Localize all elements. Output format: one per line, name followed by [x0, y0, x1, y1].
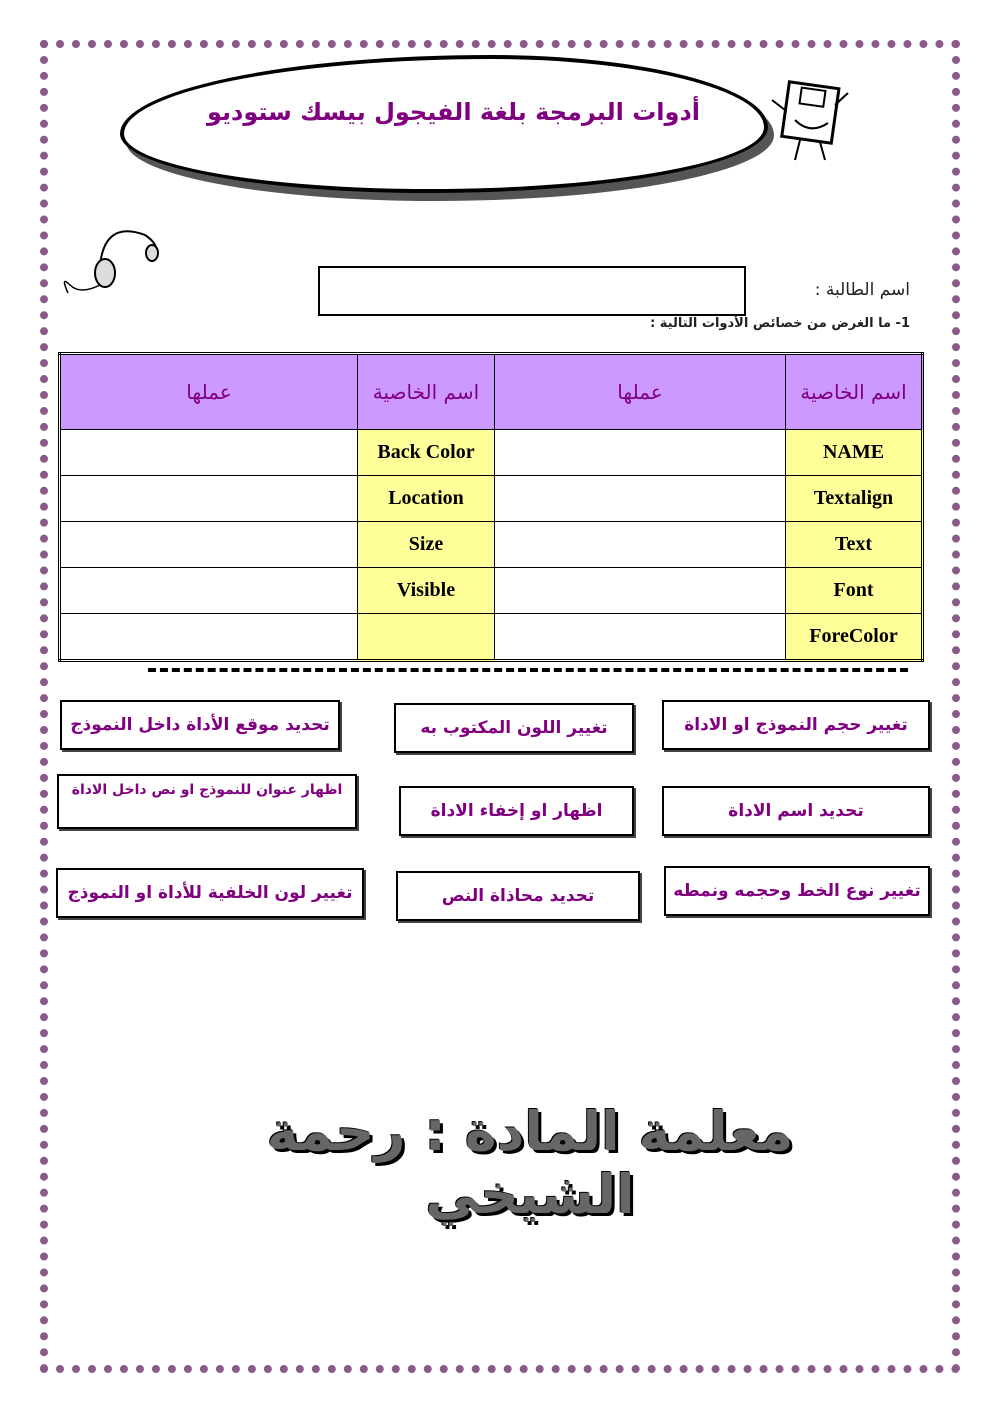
- answer-cell[interactable]: [60, 568, 358, 614]
- answer-cell[interactable]: [495, 476, 786, 522]
- headphones-icon: [60, 215, 160, 305]
- answer-cell[interactable]: [60, 522, 358, 568]
- answer-card[interactable]: تحديد اسم الاداة: [662, 786, 930, 836]
- header-property-left: اسم الخاصية: [358, 354, 495, 430]
- table-row: [60, 430, 923, 476]
- answer-cell[interactable]: [495, 568, 786, 614]
- answer-card[interactable]: تغيير لون الخلفية للأداة او النموذج: [56, 868, 364, 918]
- answer-cell[interactable]: [60, 614, 358, 661]
- answer-cell[interactable]: [495, 430, 786, 476]
- property-cell: Font: [786, 568, 923, 614]
- answer-card[interactable]: تغيير نوع الخط وحجمه ونمطه: [664, 866, 930, 916]
- answer-card[interactable]: اظهار او إخفاء الاداة: [399, 786, 634, 836]
- property-cell: Visible: [358, 568, 495, 614]
- table-header-row: [60, 354, 923, 430]
- teacher-name: معلمة المادة : رحمة الشيخي: [266, 1100, 794, 1226]
- property-cell: Back Color: [358, 430, 495, 476]
- answer-cell[interactable]: [495, 614, 786, 661]
- table-row: [60, 568, 923, 614]
- table-row: [60, 522, 923, 568]
- property-cell: Size: [358, 522, 495, 568]
- table-row: [60, 476, 923, 522]
- answer-card[interactable]: تغيير اللون المكتوب به: [394, 703, 634, 753]
- student-name-input[interactable]: [318, 266, 746, 316]
- table-row: [60, 614, 923, 661]
- header-function-left: عملها: [60, 354, 358, 430]
- property-cell: Text: [786, 522, 923, 568]
- answer-cell[interactable]: [495, 522, 786, 568]
- answer-card[interactable]: تغيير حجم النموذج او الاداة: [662, 700, 930, 750]
- answer-cell[interactable]: [60, 430, 358, 476]
- dashed-divider: [148, 668, 908, 672]
- answer-card[interactable]: اظهار عنوان للنموذج او نص داخل الاداة: [57, 774, 357, 829]
- page-title: أدوات البرمجة بلغة الفيجول بيسك ستوديو: [206, 98, 700, 126]
- property-cell: Textalign: [786, 476, 923, 522]
- properties-table: [58, 352, 924, 662]
- property-cell: [358, 614, 495, 661]
- answer-card[interactable]: تحديد محاذاة النص: [396, 871, 640, 921]
- header-property-right: اسم الخاصية: [786, 354, 923, 430]
- student-name-label: اسم الطالبة :: [814, 280, 910, 300]
- floppy-mascot-icon: [770, 75, 850, 165]
- property-cell: ForeColor: [786, 614, 923, 661]
- question-1: 1- ما الغرض من خصائص الأدوات التالية :: [650, 316, 910, 331]
- answer-card[interactable]: تحديد موقع الأداة داخل النموذج: [60, 700, 340, 750]
- property-cell: NAME: [786, 430, 923, 476]
- answer-cell[interactable]: [60, 476, 358, 522]
- property-cell: Location: [358, 476, 495, 522]
- header-function-right: عملها: [495, 354, 786, 430]
